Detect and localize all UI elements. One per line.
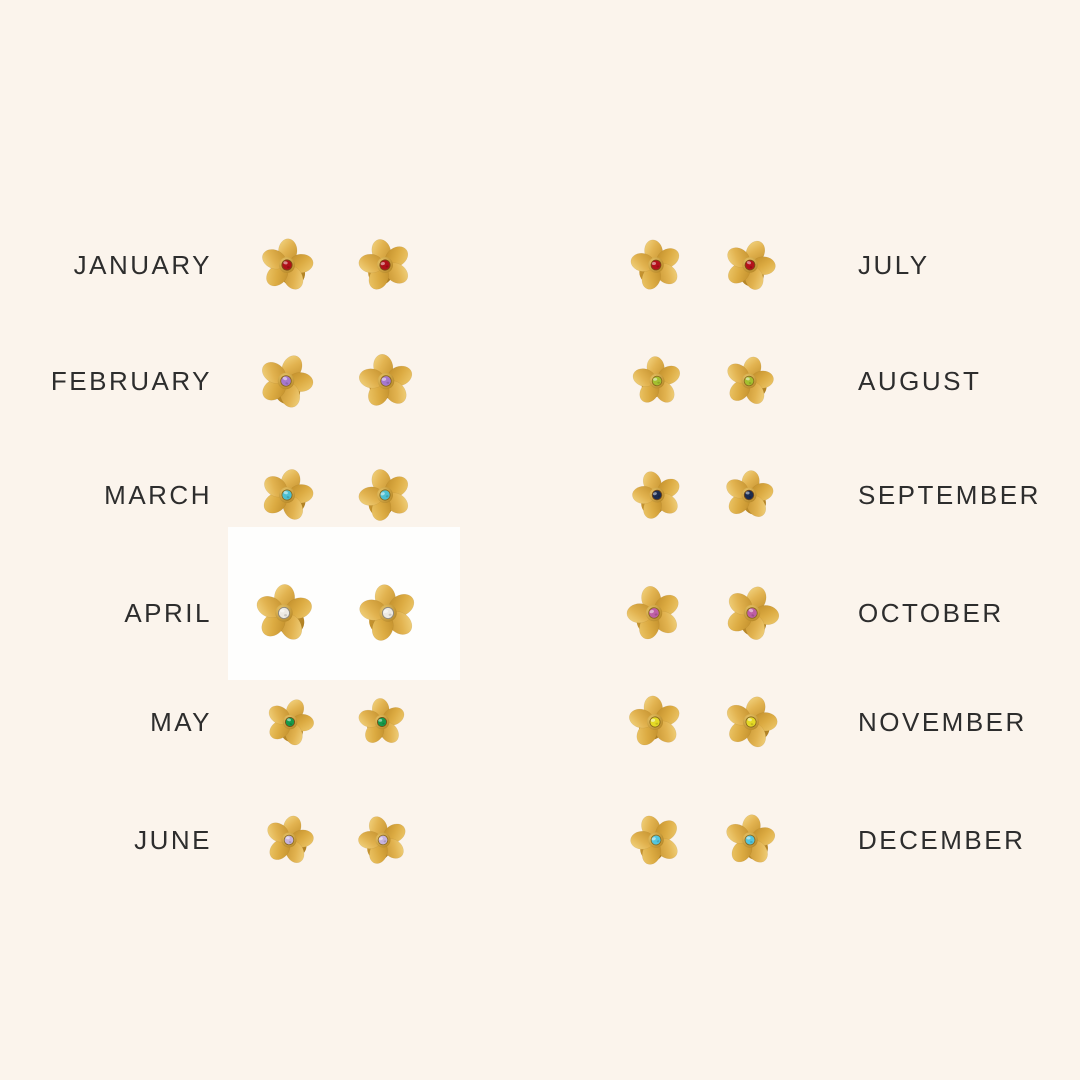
flower-stud-earring-icon-march-1 [255, 463, 319, 527]
month-row [0, 208, 1080, 322]
earring-pair-november [592, 690, 814, 754]
flower-stud-earring-icon-august-1 [627, 351, 687, 411]
month-row [0, 556, 1080, 670]
flower-stud-earring-icon-june-1 [259, 810, 319, 870]
flower-stud-earring-icon-december-1 [625, 809, 687, 871]
month-label-september: SEPTEMBER [858, 479, 1041, 510]
earring-pair-december [592, 809, 814, 871]
flower-stud-earring-icon-july-2 [719, 234, 781, 296]
earring-pair-may [212, 693, 460, 751]
month-label-july: JULY [858, 249, 930, 280]
earring-pair-april [212, 578, 460, 648]
flower-stud-earring-icon-april-1 [249, 578, 319, 648]
flower-stud-earring-icon-january-2 [353, 233, 417, 297]
earring-pair-july [592, 234, 814, 296]
month-row [0, 665, 1080, 779]
month-label-may: MAY [150, 706, 212, 737]
month-label-march: MARCH [104, 479, 212, 510]
flower-stud-earring-icon-february-2 [353, 348, 419, 414]
flower-stud-earring-icon-november-2 [719, 690, 783, 754]
flower-stud-earring-icon-december-2 [719, 809, 781, 871]
month-label-february: FEBRUARY [50, 365, 212, 396]
earring-pair-march [212, 463, 460, 527]
flower-stud-earring-icon-september-1 [627, 465, 687, 525]
flower-stud-earring-icon-april-2 [353, 578, 423, 648]
earring-pair-june [212, 810, 460, 870]
month-row [0, 438, 1080, 552]
flower-stud-earring-icon-october-1 [621, 580, 687, 646]
flower-stud-earring-icon-june-2 [353, 810, 413, 870]
month-label-october: OCTOBER [858, 597, 1004, 628]
flower-stud-earring-icon-may-1 [261, 693, 319, 751]
month-label-december: DECEMBER [858, 824, 1026, 855]
flower-stud-earring-icon-september-2 [719, 465, 779, 525]
earring-pair-january [212, 233, 460, 297]
earring-pair-october [592, 580, 814, 646]
flower-stud-earring-icon-may-2 [353, 693, 411, 751]
month-row [0, 783, 1080, 897]
flower-stud-earring-icon-august-2 [719, 351, 779, 411]
month-row [0, 324, 1080, 438]
flower-stud-earring-icon-november-1 [623, 690, 687, 754]
month-label-january: JANUARY [73, 249, 212, 280]
flower-stud-earring-icon-january-1 [255, 233, 319, 297]
month-label-november: NOVEMBER [858, 706, 1027, 737]
flower-stud-earring-icon-october-2 [719, 580, 785, 646]
flower-stud-earring-icon-february-1 [253, 348, 319, 414]
earring-pair-february [212, 348, 460, 414]
month-label-august: AUGUST [858, 365, 982, 396]
flower-stud-earring-icon-july-1 [625, 234, 687, 296]
month-label-june: JUNE [134, 824, 212, 855]
flower-stud-earring-icon-march-2 [353, 463, 417, 527]
earring-pair-september [592, 465, 814, 525]
month-label-april: APRIL [124, 597, 212, 628]
earring-pair-august [592, 351, 814, 411]
